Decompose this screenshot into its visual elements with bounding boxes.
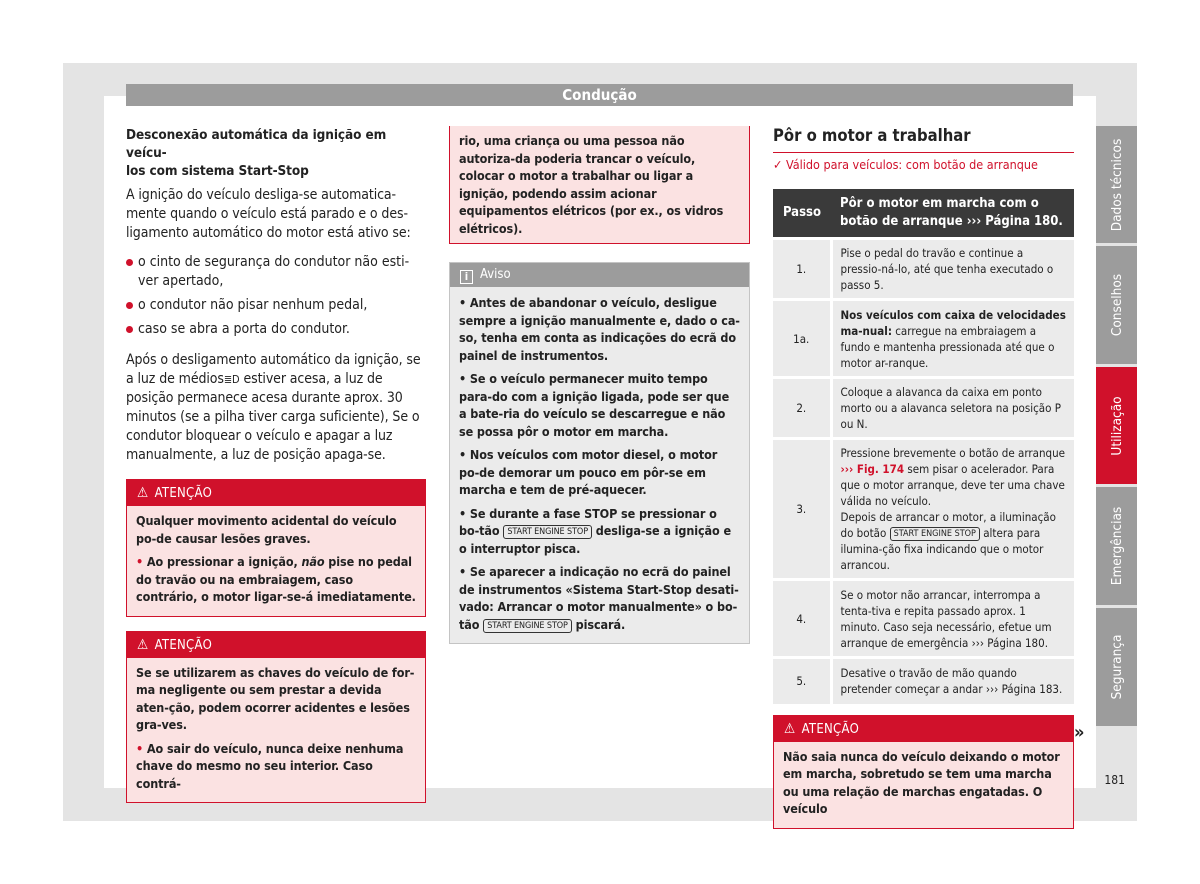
warning-header: ⚠ ATENÇÃO bbox=[774, 716, 1073, 742]
step-text: Se o motor não arrancar, interrompa a tenta-tiva e repita passado aprox. 1 minuto. Caso seja necessário, efetue um arranque de emergência ››› Página 180. bbox=[831, 580, 1074, 658]
warning-text: Qualquer movimento acidental do veículo po-de causar lesões graves. bbox=[136, 513, 397, 546]
note-text: • Antes de abandonar o veículo, desligue sempre a ignição manualmente e, dado o ca-so, tenha em conta as indicações do ecrã do painel de instrumentos. bbox=[459, 295, 740, 363]
note-text: • Se aparecer a indicação no ecrã do painel de instrumentos «Sistema Start-Stop desati-vado: Arrancar o motor manualmente» o bo-tão START ENGINE STOP piscará. bbox=[459, 564, 739, 632]
note-text: • Se durante a fase STOP se pressionar o bo-tão START ENGINE STOP desliga-se a ignição e o interruptor pisca. bbox=[459, 505, 731, 556]
warning-box-2 bbox=[126, 631, 426, 804]
info-icon: i bbox=[460, 270, 473, 284]
table-row bbox=[773, 300, 1074, 378]
start-engine-stop-key: START ENGINE STOP bbox=[483, 619, 572, 633]
start-engine-stop-key: START ENGINE STOP bbox=[503, 525, 592, 539]
note-header: i Aviso bbox=[450, 263, 749, 287]
warning-continuation: rio, uma criança ou uma pessoa não autoriza-da poderia trancar o veículo, colocar o motor a trabalhar ou ligar a ignição, podendo assim acionar equipamentos elétricos (por ex., os vidros elétricos). bbox=[449, 126, 750, 244]
table-row bbox=[773, 239, 1074, 300]
column-1 bbox=[126, 126, 426, 817]
start-engine-stop-key: START ENGINE STOP bbox=[890, 527, 980, 541]
list-item: caso se abra a porta do condutor. bbox=[126, 320, 426, 339]
warning-header: ⚠ ATENÇÃO bbox=[127, 632, 425, 658]
note-text: • Nos veículos com motor diesel, o motor po-de demorar um pouco em pôr-se em marcha e tem de pré-aquecer. bbox=[459, 447, 718, 497]
paragraph-position-light: Após o desligamento automático da ignição, se a luz de médios≣D estiver acesa, a luz de posição permanece acesa durante aprox. 30 minutos (se a pilha tiver carga suficiente), Se o condutor bloquear o veículo e apagar a luz manualmente, a luz de posição apaga-se. bbox=[126, 352, 421, 463]
tab-dados-tecnicos[interactable]: Dados técnicos bbox=[1096, 126, 1137, 243]
step-number: 3. bbox=[773, 439, 831, 580]
list-item: o cinto de segurança do condutor não esti-ver apertado, bbox=[126, 253, 426, 291]
warning-triangle-icon: ⚠ bbox=[137, 636, 149, 653]
condition-list bbox=[126, 253, 426, 339]
warning-box-3 bbox=[773, 715, 1074, 829]
tab-seguranca[interactable]: Segurança bbox=[1096, 608, 1137, 726]
table-header-row bbox=[773, 189, 1074, 239]
step-number: 1a. bbox=[773, 300, 831, 378]
chapter-tabs bbox=[1096, 126, 1137, 729]
column-header-step: Passo bbox=[773, 189, 831, 239]
list-item: o condutor não pisar nenhum pedal, bbox=[126, 296, 426, 315]
subheading-auto-ignition: Desconexão automática da ignição em veícu- los com sistema Start-Stop bbox=[126, 127, 387, 179]
table-row bbox=[773, 439, 1074, 580]
section-title: Pôr o motor a trabalhar bbox=[773, 126, 971, 145]
column-header-description: Pôr o motor em marcha com o botão de arranque ››› Página 180. bbox=[831, 189, 1074, 239]
step-text: Desative o travão de mão quando pretender começar a andar ››› Página 183. bbox=[831, 658, 1074, 704]
warning-text: • Ao sair do veículo, nunca deixe nenhuma chave do mesmo no seu interior. Caso contrá- bbox=[136, 740, 404, 791]
continued-arrow-icon: » bbox=[1074, 722, 1085, 743]
step-number: 1. bbox=[773, 239, 831, 300]
bullet-icon: • bbox=[136, 740, 147, 756]
tab-utilizacao[interactable]: Utilização bbox=[1096, 367, 1137, 484]
page-number: 181 bbox=[1104, 773, 1125, 787]
step-text: Pise o pedal do travão e continue a pressio-ná-lo, até que tenha executado o passo 5. bbox=[831, 239, 1074, 300]
warning-header: ⚠ ATENÇÃO bbox=[127, 480, 425, 506]
column-2 bbox=[449, 126, 750, 644]
step-number: 5. bbox=[773, 658, 831, 704]
step-text: Pressione brevemente o botão de arranque ››› Fig. 174 sem pisar o acelerador. Para que o motor arranque, deve ter uma chave válida no veículo. Depois de arrancar o motor, a iluminação do botão START ENGINE STOP altera para ilumina-ção fixa indicando que o motor arrancou. bbox=[831, 439, 1074, 580]
table-row bbox=[773, 378, 1074, 439]
warning-text: Não saia nunca do veículo deixando o motor em marcha, sobretudo se tem uma marcha ou uma relação de marchas engatadas. O veículo bbox=[783, 748, 1060, 816]
warning-text: Se se utilizarem as chaves do veículo de for-ma negligente ou sem prestar a devida aten-ção, podem ocorrer acidentes e lesões gra-ves. bbox=[136, 664, 415, 732]
note-text: • Se o veículo permanecer muito tempo para-do com a ignição ligada, pode ser que a bate-ria do veículo se descarregue e não se possa pôr o motor em marcha. bbox=[459, 371, 730, 439]
section-header: Condução bbox=[126, 84, 1073, 106]
warning-triangle-icon: ⚠ bbox=[137, 485, 149, 501]
figure-reference-link[interactable]: ››› Fig. 174 bbox=[840, 462, 905, 476]
table-row bbox=[773, 580, 1074, 658]
step-text: Coloque a alavanca da caixa em ponto morto ou a alavanca seletora na posição P ou N. bbox=[831, 378, 1074, 439]
warning-triangle-icon: ⚠ bbox=[784, 720, 796, 737]
tab-conselhos[interactable]: Conselhos bbox=[1096, 246, 1137, 364]
step-number: 4. bbox=[773, 580, 831, 658]
step-number: 2. bbox=[773, 378, 831, 439]
warning-box-1 bbox=[126, 479, 426, 617]
title-underline bbox=[773, 152, 1074, 153]
paragraph-ignition: A ignição do veículo desliga-se automatica-mente quando o veículo está parado e o des-ligamento automático do motor está ativo se: bbox=[126, 187, 411, 241]
bullet-icon: • bbox=[136, 554, 147, 569]
steps-table bbox=[773, 189, 1074, 704]
step-text: Nos veículos com caixa de velocidades ma-nual: carregue na embraiagem a fundo e mantenha pressionada até que o motor ar-ranque. bbox=[831, 300, 1074, 378]
headlight-icon: ≣D bbox=[223, 373, 240, 386]
note-box bbox=[449, 262, 750, 644]
validity-note: ✓ Válido para veículos: com botão de arranque bbox=[773, 157, 1038, 172]
column-3 bbox=[773, 126, 1074, 843]
tab-emergencias[interactable]: Emergências bbox=[1096, 487, 1137, 605]
table-row bbox=[773, 658, 1074, 704]
warning-text: • Ao pressionar a ignição, não pise no pedal do travão ou na embraiagem, caso contrário, o motor ligar-se-á imediatamente. bbox=[136, 554, 416, 604]
